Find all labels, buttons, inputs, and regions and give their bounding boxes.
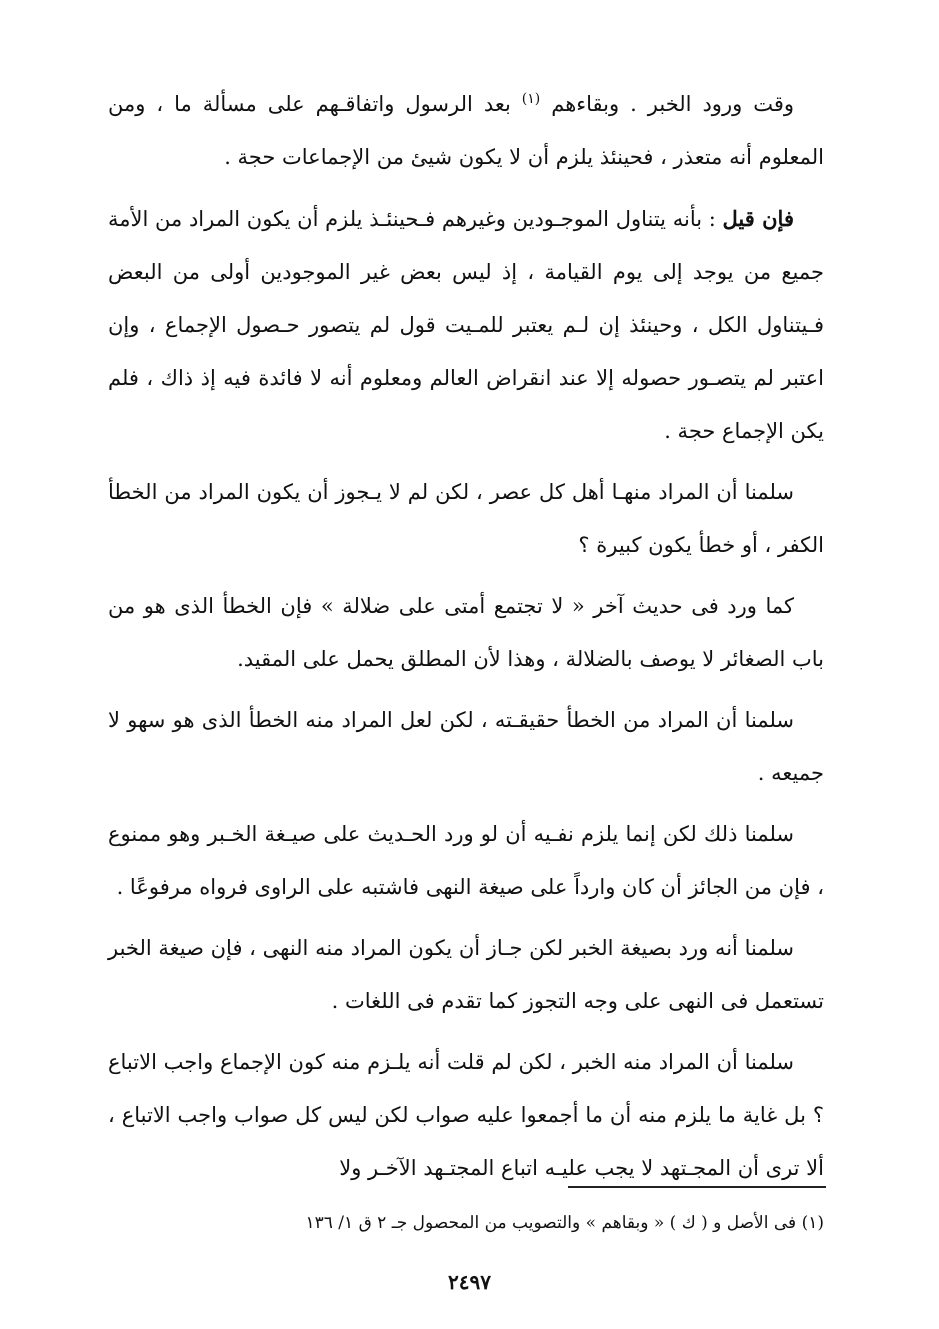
paragraph-4-text: كما ورد فى حديث آخر « لا تجتمع أمتى على ضلالة » فإن الخطأ الذى هو من باب الصغائر لا يوصف بالضلالة ، وهذا لأن المطلق يحمل على المقيد. (108, 594, 824, 671)
paragraph-2 (108, 192, 824, 458)
paragraph-6-text: سلمنا ذلك لكن إنما يلزم نفـيه أن لو ورد الحـديث على صيـغة الخـبر وهو ممنوع ، فإن من الجائز أن كان وارداً على صيغة النهى فاشتبه على الراوى فرواه مرفوعًا . (108, 822, 824, 899)
paragraph-1-text-a: وقت ورود الخبر . وبقاءهم (540, 92, 795, 116)
footnote: (١) فى الأصل و ( ك ) « وبقاهم » والتصويب من المحصول جـ ٢ ق ١/ ١٣٦ (305, 1213, 824, 1233)
footnote-reference: (١) (521, 91, 541, 107)
paragraph-1-text-b: بعد الرسول واتفاقـهم على مسألة ما ، ومن المعلوم أنه متعذر ، فحينئذ يلزم أن لا يكون شيئ من الإجماعات حجة . (108, 92, 824, 169)
paragraph-3 (108, 466, 824, 572)
paragraph-1 (108, 78, 824, 184)
paragraph-2-text: : بأنه يتناول الموجـودين وغيرهم فـحينئـذ يلزم أن يكون المراد من الأمة جميع من يوجد إلى يوم القيامة ، إذ ليس بعض غير الموجودين أولى من البعض فـيتناول الكل ، وحينئذ إن لـم يعتبر للمـيت قول لم يتصور حـصول الإجماع ، وإن اعتبر لم يتصـور حصوله إلا عند انقراض العالم ومعلوم أنه لا فائدة فيه إذ ذاك ، فلم يكن الإجماع حجة . (108, 207, 824, 443)
main-text (108, 78, 824, 1203)
paragraph-5-text: سلمنا أن المراد من الخطأ حقيقـته ، لكن لعل المراد منه الخطأ الذى هو سهو لا جميعه . (108, 708, 824, 785)
paragraph-5 (108, 694, 824, 800)
paragraph-3-text: سلمنا أن المراد منهـا أهل كل عصر ، لكن لم لا يـجوز أن يكون المراد من الخطأ الكفر ، أو خطأ يكون كبيرة ؟ (108, 480, 824, 557)
page-number: ٢٤٩٧ (448, 1270, 491, 1294)
paragraph-7 (108, 922, 824, 1028)
paragraph-8-text: سلمنا أن المراد منه الخبر ، لكن لم قلت أنه يلـزم منه كون الإجماع واجب الاتباع ؟ بل غاية ما يلزم منه أن ما أجمعوا عليه صواب لكن ليس كل صواب واجب الاتباع ، ألا ترى أن المجـتهد لا يجب عليـه اتباع المجتـهد الآخـر ولا (108, 1050, 824, 1180)
paragraph-2-lead: فإن قيل (722, 206, 794, 231)
footnote-divider (568, 1186, 826, 1188)
paragraph-4 (108, 580, 824, 686)
paragraph-6 (108, 808, 824, 914)
paragraph-8 (108, 1036, 824, 1195)
paragraph-7-text: سلمنا أنه ورد بصيغة الخبر لكن جـاز أن يكون المراد منه النهى ، فإن صيغة الخبر تستعمل فى النهى على وجه التجوز كما تقدم فى اللغات . (108, 936, 824, 1013)
